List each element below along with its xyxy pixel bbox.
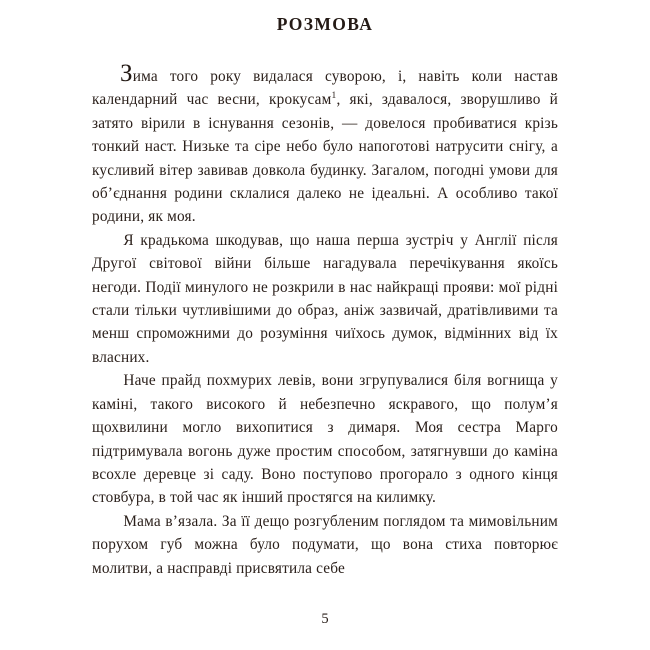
paragraph-1-text-before-footnote: има того року видалася суворою, і, навіть коли настав календарний час весни, крокусам [92, 68, 558, 109]
body-text-block [92, 62, 558, 580]
paragraph-4: Мама в’язала. За її дещо розгубленим поглядом та мимовільним порухом губ можна було подумати, що вона стиха повторює молитви, а насправді присвятила себе [92, 512, 558, 577]
paragraph-2: Я крадькома шкодував, що наша перша зустріч у Англії після Другої світової війни більше нагадувала перечікування якоїсь негоди. Події минулого не розкрили в нас найкращі прояви: мої рідні стали тільки чутливішими до образ, аніж зазвичай, дратівливими та менш спроможними до розуміння чиїхось думок, відмінних від їх власних. [92, 231, 558, 366]
paragraph-3: Наче прайд похмурих левів, вони згрупувалися біля вогнища у каміні, такого високого й небезпечно яскравого, що полум’я щохвилини могло вихопитися з димаря. Моя сестра Марго підтримувала вогонь дуже простим способом, затягнувши до каміна всохле деревце зі саду. Воно поступово прогорало з одного кінця стовбура, в той час як інший простягся на килимку. [92, 372, 558, 507]
drop-cap-letter: З [120, 60, 133, 87]
paragraph-1 [92, 62, 558, 229]
footnote-marker[interactable]: 1 [331, 91, 337, 102]
chapter-title: РОЗМОВА [276, 14, 374, 34]
page-number: 5 [321, 611, 329, 627]
paragraph-1-text-after-footnote: , які, здавалося, зворушливо й затято вірили в існування сезонів, — довелося пробиватися крізь тонкий наст. Низьке та сіре небо було напоготові натрусити снігу, а кусливий вітер завивав довкола будинку. Загалом, погодні умови для об’єднання родини склалися далеко не ідеальні. А особливо такої родини, як моя. [92, 91, 558, 226]
